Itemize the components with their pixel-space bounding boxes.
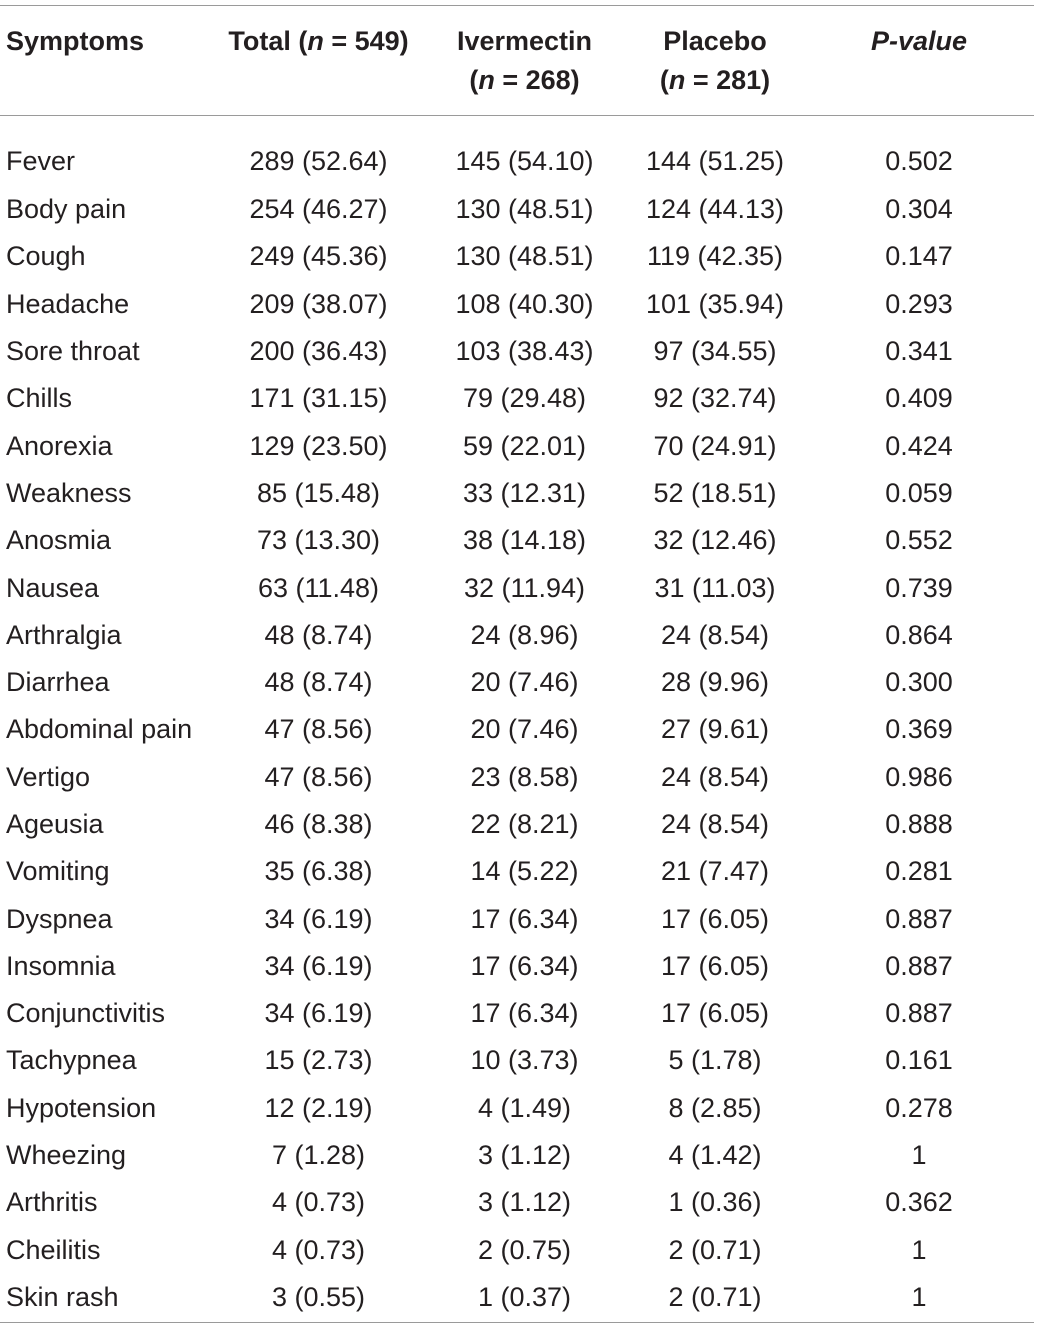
table-row (0, 848, 1034, 895)
table-body (0, 116, 1034, 1321)
ivermectin-cell: 24 (8.96) (470, 619, 579, 650)
placebo-cell: 101 (35.94) (645, 288, 785, 319)
total-cell: 34 (6.19) (264, 950, 373, 981)
p-value-cell: 0.502 (885, 146, 953, 176)
header-ivermectin: Ivermectin (n = 268) (456, 26, 593, 95)
symptom-cell: Ageusia (6, 809, 104, 839)
total-cell: 35 (6.38) (264, 856, 373, 887)
table-row (0, 328, 1034, 375)
placebo-cell: 5 (1.78) (668, 1045, 762, 1076)
p-value-cell: 0.161 (885, 1045, 953, 1076)
p-value-cell: 0.887 (885, 998, 953, 1029)
symptom-cell: Abdominal pain (6, 714, 193, 745)
symptom-cell: Chills (6, 383, 73, 414)
placebo-cell: 24 (8.54) (660, 761, 770, 792)
table-row (0, 1132, 1034, 1179)
total-cell: 254 (46.27) (249, 194, 388, 225)
ivermectin-cell: 3 (1.12) (477, 1140, 572, 1171)
placebo-cell: 24 (8.54) (660, 619, 770, 650)
ivermectin-cell: 108 (40.30) (455, 288, 594, 319)
placebo-cell: 92 (32.74) (653, 383, 777, 414)
p-value-cell: 0.304 (885, 194, 953, 225)
table-row (0, 1179, 1034, 1226)
table-row (0, 754, 1034, 801)
table-header (0, 0, 1034, 116)
table-row (0, 422, 1034, 469)
table-row (0, 564, 1034, 611)
p-value-cell: 0.986 (885, 761, 953, 792)
placebo-cell: 4 (1.42) (668, 1140, 762, 1171)
ivermectin-cell: 14 (5.22) (470, 856, 579, 887)
table-row (0, 895, 1034, 942)
table-row (0, 470, 1034, 517)
p-value-cell: 0.552 (885, 525, 953, 556)
ivermectin-cell: 145 (54.10) (455, 146, 594, 176)
p-value-cell: 0.341 (885, 336, 953, 367)
placebo-cell: 144 (51.25) (645, 146, 785, 176)
p-value-cell: 0.369 (885, 714, 953, 745)
ivermectin-cell: 17 (6.34) (470, 998, 579, 1029)
total-cell: 7 (1.28) (271, 1140, 366, 1171)
table-row (0, 375, 1034, 422)
symptom-cell: Dyspnea (6, 903, 113, 934)
p-value-cell: 0.887 (885, 903, 953, 934)
p-value-cell: 0.424 (885, 430, 953, 461)
total-cell: 289 (52.64) (249, 146, 388, 176)
table-row (0, 281, 1034, 328)
ivermectin-cell: 38 (14.18) (462, 525, 587, 556)
p-value-cell: 0.888 (885, 809, 953, 839)
symptom-cell: Diarrhea (6, 667, 110, 698)
total-cell: 200 (36.43) (249, 336, 388, 367)
symptom-cell: Tachypnea (6, 1045, 137, 1076)
ivermectin-cell: 23 (8.58) (470, 761, 579, 792)
placebo-cell: 32 (12.46) (653, 525, 777, 556)
placebo-cell: 8 (2.85) (668, 1092, 762, 1123)
placebo-cell: 27 (9.61) (660, 714, 770, 745)
p-value-cell: 0.147 (885, 241, 953, 272)
ivermectin-cell: 20 (7.46) (470, 714, 579, 745)
table-row (0, 233, 1034, 280)
header-symptoms: Symptoms (6, 26, 145, 56)
p-value-cell: 1 (911, 1234, 927, 1265)
ivermectin-cell: 2 (0.75) (477, 1234, 572, 1265)
placebo-cell: 124 (44.13) (645, 194, 785, 225)
total-cell: 85 (15.48) (256, 477, 381, 508)
total-cell: 46 (8.38) (264, 809, 373, 839)
symptom-cell: Hypotension (6, 1092, 157, 1123)
ivermectin-cell: 22 (8.21) (470, 809, 579, 839)
p-value-cell: 0.409 (885, 383, 953, 414)
table-row (0, 943, 1034, 990)
ivermectin-cell: 59 (22.01) (462, 430, 587, 461)
table-row (0, 612, 1034, 659)
symptom-cell: Weakness (6, 477, 132, 508)
total-cell: 4 (0.73) (271, 1234, 366, 1265)
symptom-cell: Headache (6, 288, 130, 319)
placebo-cell: 119 (42.35) (646, 241, 784, 272)
symptom-cell: Insomnia (6, 950, 116, 981)
ivermectin-cell: 103 (38.43) (455, 336, 594, 367)
total-cell: 12 (2.19) (264, 1092, 373, 1123)
symptom-cell: Sore throat (6, 336, 140, 367)
p-value-cell: 0.739 (885, 572, 953, 603)
placebo-cell: 17 (6.05) (660, 998, 770, 1029)
symptom-cell: Cheilitis (6, 1234, 101, 1265)
symptom-cell: Wheezing (6, 1140, 127, 1171)
placebo-cell: 1 (0.36) (668, 1187, 762, 1218)
ivermectin-cell: 4 (1.49) (477, 1092, 572, 1123)
header-total: Total (n = 549) (228, 26, 409, 56)
total-cell: 209 (38.07) (249, 288, 388, 319)
symptom-cell: Nausea (6, 572, 100, 603)
p-value-cell: 1 (911, 1140, 927, 1171)
table-row (0, 659, 1034, 706)
p-value-cell: 0.887 (885, 950, 953, 981)
total-cell: 249 (45.36) (249, 241, 388, 272)
table-row (0, 990, 1034, 1037)
table-row (0, 1274, 1034, 1321)
symptom-cell: Anosmia (6, 525, 112, 556)
table-row (0, 186, 1034, 233)
table-row (0, 706, 1034, 753)
total-cell: 34 (6.19) (264, 903, 373, 934)
ivermectin-cell: 3 (1.12) (477, 1187, 572, 1218)
p-value-cell: 0.300 (885, 667, 953, 698)
placebo-cell: 17 (6.05) (660, 903, 770, 934)
header-row (0, 0, 1034, 116)
ivermectin-cell: 79 (29.48) (462, 383, 587, 414)
placebo-cell: 28 (9.96) (660, 667, 770, 698)
symptom-cell: Arthritis (6, 1187, 98, 1218)
p-value-cell: 0.293 (885, 288, 953, 319)
p-value-cell: 0.281 (885, 856, 953, 887)
header-p-value: P-value (870, 26, 968, 56)
symptom-cell: Conjunctivitis (6, 998, 166, 1029)
p-value-cell: 0.059 (885, 477, 953, 508)
p-value-cell: 0.864 (885, 619, 953, 650)
total-cell: 15 (2.73) (264, 1045, 373, 1076)
total-cell: 3 (0.55) (271, 1281, 366, 1312)
ivermectin-cell: 17 (6.34) (470, 903, 579, 934)
ivermectin-cell: 32 (11.94) (463, 572, 586, 603)
ivermectin-cell: 130 (48.51) (455, 241, 594, 272)
ivermectin-cell: 17 (6.34) (470, 950, 579, 981)
ivermectin-cell: 10 (3.73) (470, 1045, 579, 1076)
bottom-rule (0, 1322, 1034, 1323)
table-row (0, 801, 1034, 848)
placebo-cell: 17 (6.05) (660, 950, 770, 981)
placebo-cell: 24 (8.54) (660, 809, 770, 839)
symptom-cell: Vomiting (6, 856, 110, 887)
total-cell: 129 (23.50) (249, 430, 388, 461)
total-cell: 4 (0.73) (271, 1187, 366, 1218)
placebo-cell: 52 (18.51) (653, 477, 777, 508)
ivermectin-cell: 20 (7.46) (470, 667, 579, 698)
placebo-cell: 70 (24.91) (653, 430, 777, 461)
ivermectin-cell: 33 (12.31) (462, 477, 587, 508)
total-cell: 48 (8.74) (264, 667, 373, 698)
total-cell: 171 (31.15) (249, 383, 388, 414)
symptom-cell: Skin rash (6, 1281, 119, 1312)
placebo-cell: 2 (0.71) (668, 1234, 762, 1265)
table-row (0, 116, 1034, 186)
p-value-cell: 1 (911, 1281, 927, 1312)
symptom-cell: Fever (6, 146, 76, 176)
symptom-cell: Anorexia (6, 430, 113, 461)
total-cell: 63 (11.48) (257, 572, 380, 603)
p-value-cell: 0.278 (885, 1092, 953, 1123)
placebo-cell: 2 (0.71) (668, 1281, 762, 1312)
symptom-cell: Body pain (6, 194, 127, 225)
symptom-cell: Vertigo (6, 761, 91, 792)
ivermectin-cell: 1 (0.37) (477, 1281, 572, 1312)
p-value-cell: 0.362 (885, 1187, 953, 1218)
placebo-cell: 21 (7.47) (660, 856, 770, 887)
total-cell: 47 (8.56) (264, 714, 373, 745)
symptom-cell: Arthralgia (6, 619, 122, 650)
ivermectin-cell: 130 (48.51) (455, 194, 594, 225)
table-row (0, 1037, 1034, 1084)
header-placebo: Placebo (n = 281) (659, 26, 771, 95)
table-row (0, 517, 1034, 564)
table-row (0, 1085, 1034, 1132)
symptom-cell: Cough (6, 241, 86, 272)
placebo-cell: 31 (11.03) (654, 572, 776, 603)
total-cell: 47 (8.56) (264, 761, 373, 792)
total-cell: 48 (8.74) (264, 619, 373, 650)
table-row (0, 1227, 1034, 1274)
total-cell: 34 (6.19) (264, 998, 373, 1029)
total-cell: 73 (13.30) (256, 525, 381, 556)
placebo-cell: 97 (34.55) (653, 336, 777, 367)
